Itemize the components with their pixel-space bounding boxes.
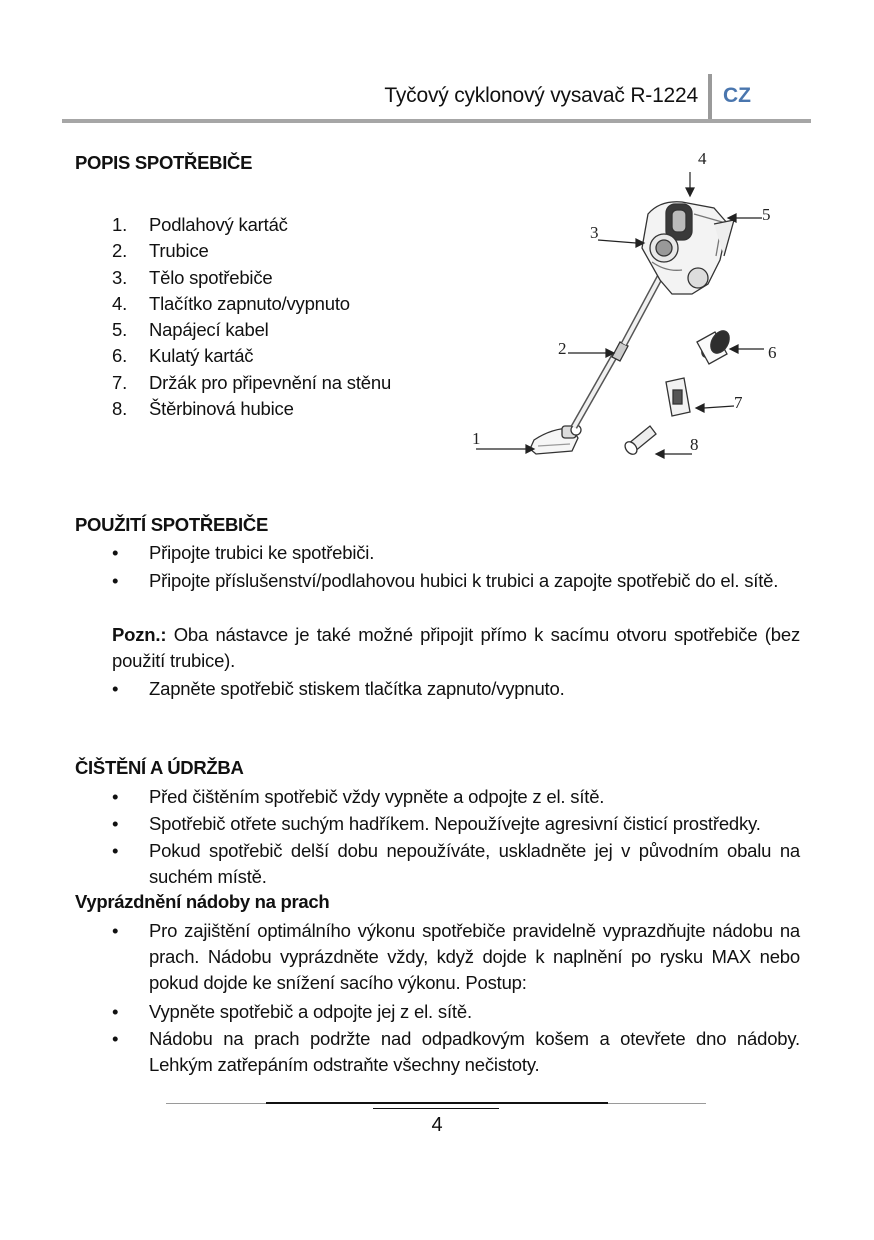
list-item xyxy=(112,317,391,343)
list-item xyxy=(112,999,800,1025)
item-text: Tělo spotřebiče xyxy=(149,266,273,288)
bullet-icon: • xyxy=(112,570,119,591)
callout-7: 7 xyxy=(734,393,743,412)
callout-5: 5 xyxy=(762,205,771,224)
item-number: 8. xyxy=(112,398,128,420)
item-number: 4. xyxy=(112,292,128,314)
vacuum-cleaner-illustration xyxy=(468,144,798,470)
item-number: 7. xyxy=(112,371,128,393)
note-text: Oba nástavce je také možné připojit přímo k sacímu otvoru spotřebiče (bez použití trubice). xyxy=(112,624,800,671)
item-text: Napájecí kabel xyxy=(149,319,269,341)
item-text: Nádobu na prach podržte nad odpadkovým košem a otevřete dno nádoby. Lehkým zatřepáním odstraňte všechny nečistoty. xyxy=(149,1028,800,1075)
item-text: Vypněte spotřebič a odpojte jej z el. sítě. xyxy=(149,1001,472,1022)
list-item xyxy=(112,838,800,890)
list-item xyxy=(112,238,391,264)
item-text: Držák pro připevnění na stěnu xyxy=(149,371,392,393)
item-text: Spotřebič otřete suchým hadříkem. Nepoužívejte agresivní čisticí prostředky. xyxy=(149,813,761,834)
header-divider xyxy=(708,74,712,120)
bullet-icon: • xyxy=(112,813,119,834)
item-text: Podlahový kartáč xyxy=(149,214,288,235)
parts-list xyxy=(112,212,391,422)
item-text: Zapněte spotřebič stiskem tlačítka zapnuto/vypnuto. xyxy=(149,678,565,699)
bullet-icon: • xyxy=(112,1028,119,1049)
bullet-icon: • xyxy=(112,920,119,941)
list-item xyxy=(112,676,800,702)
callout-2: 2 xyxy=(558,339,567,358)
item-number: 6. xyxy=(112,345,128,367)
usage-note xyxy=(112,622,800,674)
section-heading-pouziti: POUŽITÍ SPOTŘEBIČE xyxy=(75,514,268,535)
bullet-icon: • xyxy=(112,840,119,861)
footer-rule xyxy=(266,1102,608,1104)
list-item xyxy=(112,811,800,837)
item-text: Pokud spotřebič delší dobu nepoužíváte, uskladněte jej v původním obalu na suchém místě. xyxy=(149,840,800,887)
callout-6: 6 xyxy=(768,343,777,362)
item-text: Pro zajištění optimálního výkonu spotřebiče pravidelně vyprazdňujte nádobu na prach. Nádobu vyprázdněte vždy, když dojde k naplnění po rysku MAX nebo pokud dojde ke snížení sacího výkonu. Postup: xyxy=(149,920,800,993)
item-text: Kulatý kartáč xyxy=(149,345,254,367)
language-code: CZ xyxy=(723,84,751,107)
item-number: 2. xyxy=(112,240,128,262)
item-text: Připojte příslušenství/podlahovou hubici k trubici a zapojte spotřebič do el. sítě. xyxy=(149,570,779,591)
bullet-icon: • xyxy=(112,542,119,563)
note-label: Pozn.: xyxy=(112,624,167,645)
item-number: 3. xyxy=(112,266,128,288)
callout-8: 8 xyxy=(690,435,699,454)
item-text: Připojte trubici ke spotřebiči. xyxy=(149,542,375,563)
list-item xyxy=(112,291,391,317)
bullet-icon: • xyxy=(112,678,119,699)
item-number: 5. xyxy=(112,319,128,341)
section-heading-popis: POPIS SPOTŘEBIČE xyxy=(75,152,253,173)
page-number: 4 xyxy=(431,1114,443,1136)
subheading-vyprazdneni: Vyprázdnění nádoby na prach xyxy=(75,891,330,912)
list-item xyxy=(112,540,800,566)
list-item xyxy=(112,212,391,238)
list-item xyxy=(112,568,800,594)
list-item xyxy=(112,918,800,996)
list-item xyxy=(112,370,391,396)
callout-3: 3 xyxy=(590,223,599,242)
section-heading-cisteni: ČIŠTĚNÍ A ÚDRŽBA xyxy=(75,757,244,778)
list-item xyxy=(112,1026,800,1078)
bullet-icon: • xyxy=(112,786,119,807)
callout-1: 1 xyxy=(472,429,481,448)
item-text: Trubice xyxy=(149,240,209,262)
footer-rule xyxy=(373,1108,499,1109)
item-text: Před čištěním spotřebič vždy vypněte a odpojte z el. sítě. xyxy=(149,786,605,807)
item-text: Štěrbinová hubice xyxy=(149,398,294,420)
bullet-icon: • xyxy=(112,1001,119,1022)
callout-4: 4 xyxy=(698,149,707,168)
item-number: 1. xyxy=(112,214,128,235)
header-rule xyxy=(62,119,811,123)
list-item xyxy=(112,396,391,422)
document-title: Tyčový cyklonový vysavač R-1224 xyxy=(384,84,698,107)
item-text: Tlačítko zapnuto/vypnuto xyxy=(149,292,350,314)
list-item xyxy=(112,343,391,369)
list-item xyxy=(112,265,391,291)
list-item xyxy=(112,784,800,810)
